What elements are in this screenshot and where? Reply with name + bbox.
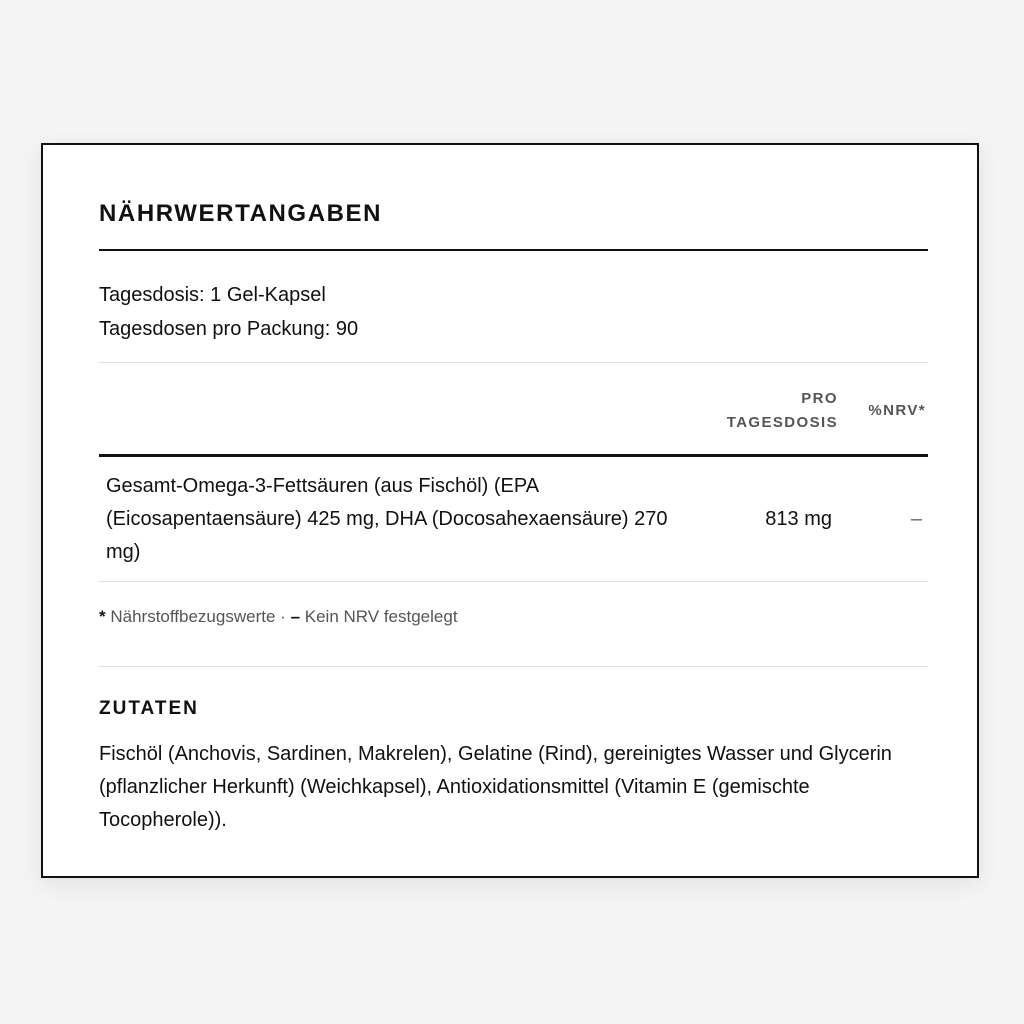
legend-separator: · (280, 607, 286, 626)
title-divider (99, 249, 928, 251)
ingredients-text: Fischöl (Anchovis, Sardinen, Makrelen), Gelatine (Rind), gereinigtes Wasser und Glycerin (pflanzlicher Herkunft) (Weichkapsel), Antioxidationsmittel (Vitamin E (gemischte Tocopherole)). (99, 743, 892, 831)
column-header-nrv: %NRV* (868, 402, 926, 419)
asterisk-text: Nährstoffbezugswerte (110, 607, 276, 626)
dash-symbol: – (290, 607, 301, 626)
legend (99, 606, 458, 628)
nutrient-amount: 813 mg (765, 508, 832, 530)
section-divider (99, 666, 928, 667)
row-divider (99, 581, 928, 582)
column-header-amount (727, 387, 838, 435)
nutrient-nrv: – (910, 508, 922, 530)
dash-text: Kein NRV festgelegt (304, 607, 458, 626)
table-header-divider (99, 454, 928, 457)
ingredients-title: ZUTATEN (99, 698, 199, 719)
serving-info (99, 278, 358, 346)
nutrition-card (41, 143, 979, 878)
column-header-amount-line2: TAGESDOSIS (726, 414, 838, 431)
serving-divider (99, 362, 928, 363)
table-row (99, 458, 928, 580)
servings-per-pack: Tagesdosen pro Packung: 90 (99, 318, 359, 340)
asterisk-symbol: * (99, 607, 106, 626)
column-header-amount-line1: PRO (801, 390, 838, 407)
serving-size: Tagesdosis: 1 Gel-Kapsel (99, 284, 326, 306)
panel-title: NÄHRWERTANGABEN (99, 200, 383, 227)
nutrient-name: Gesamt-Omega-3-Fettsäuren (aus Fischöl) (EPA (Eicosapentaensäure) 425 mg, DHA (Docosahexaensäure) 270 mg) (106, 475, 668, 563)
